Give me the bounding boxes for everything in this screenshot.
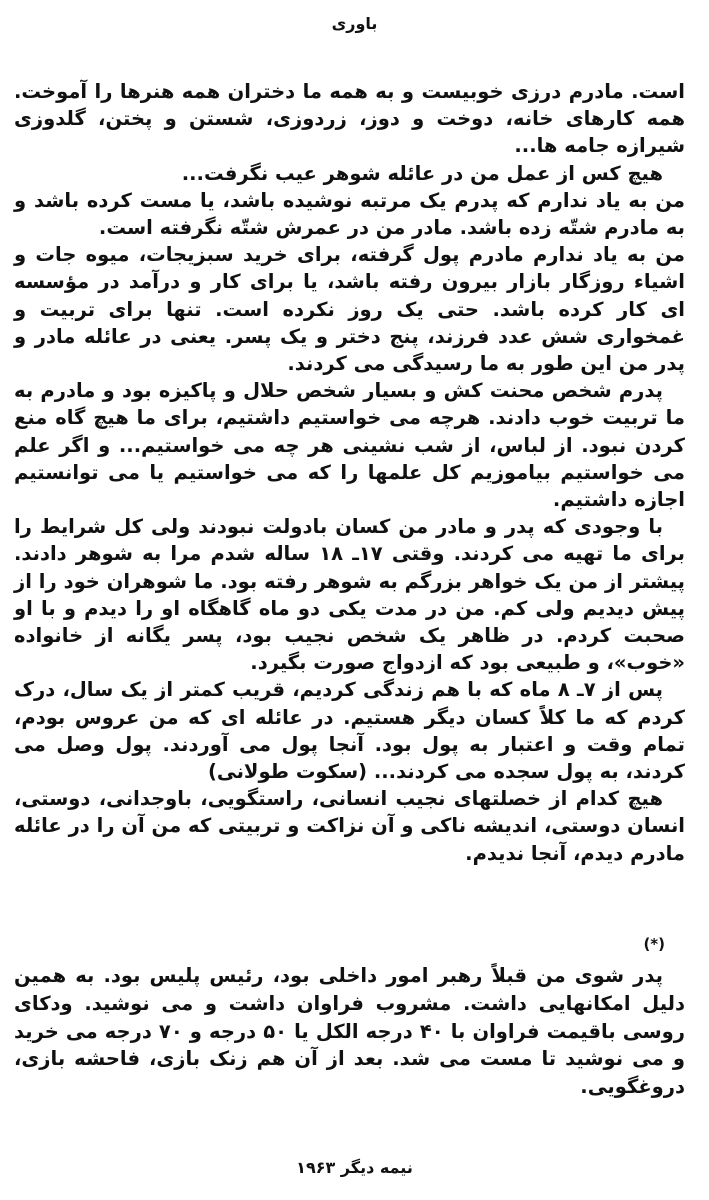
- paragraph: هیچ کدام از خصلتهای نجیب انسانی، راستگویی، باوجدانی، دوستی، انسان دوستی، اندیشه ناکی و آن نزاکت و تربیتی که من آن را در عائله مادرم دیدم، آنجا ندیدم.: [14, 787, 685, 865]
- footnote-marker: (*): [643, 935, 665, 953]
- paragraph: من به یاد ندارم که پدرم یک مرتبه نوشیده باشد، یا مست کرده باشد و به مادرم شتّه زده باشد. مادر من در عمرش شتّه نگرفته است.: [14, 188, 685, 240]
- paragraph: با وجودی که پدر و مادر من کسان بادولت نبودند ولی کل شرایط را برای ما تهیه می کردند. وقتی ۱۷ـ ۱۸ ساله شدم مرا به شوهر دادند. پیشتر از من یک خواهر بزرگم به شوهر رفته بود. ما شوهران خود را از پیش دیدیم ولی کم. من در مدت یکی دو ماه گاهگاه او را دیدم و با او صحبت کردم. در ظاهر یک شخص نجیب بود، پسر یگانه از خانواده «خوب»، و طبیعی بود که ازدواج صورت بگیرد.: [14, 515, 685, 675]
- paragraph: است. مادرم درزی خوبیست و به همه ما دختران همه هنرها را آموخت. همه کارهای خانه، دوخت و دوز، زردوزی، شستن و پختن، گلدوزی شیرازه جامه ها...: [14, 80, 685, 158]
- paragraph: پدرم شخص محنت کش و بسیار شخص حلال و پاکیزه بود و مادرم به ما تربیت خوب دادند. هرچه می خواستیم داشتیم، برای ما هیچ گاه منع کردن نبود. از لباس، از شب نشینی هر چه می خواستیم... و اگر علم می خواستیم بیاموزیم کل علمها را که می خواستیم یا می توانستیم اجازه داشتیم.: [14, 379, 685, 512]
- footnote: [14, 962, 685, 1101]
- body-text: [14, 78, 685, 867]
- running-header: باوری: [331, 14, 378, 33]
- running-footer: نیمه دیگر ۱۹۶۳: [296, 1158, 413, 1177]
- paragraph: پس از ۷ـ ۸ ماه که با هم زندگی کردیم، قریب کمتر از یک سال، درک کردم که ما کلاً کسان دیگر هستیم. در عائله ای که من عروس بودم، تمام وقت و اعتبار به پول بود. آنجا پول می آوردند. پول وصل می کردند، به پول سجده می کردند... (سکوت طولانی): [14, 678, 685, 784]
- paragraph: هیچ کس از عمل من در عائله شوهر عیب نگرفت...: [181, 161, 663, 185]
- paragraph: من به یاد ندارم مادرم پول گرفته، برای خرید سبزیجات، میوه جات و اشیاء روزگار بازار بیرون رفته باشد، یا برای کار و درآمد در مؤسسه ای کار کرده باشد. حتی یک روز نکرده است. تنها برای تربیت و غمخواری شش عدد فرزند، پنج دختر و یک پسر. یعنی در عائله مادر و پدر من این طور به ما رسیدگی می کردند.: [14, 243, 685, 376]
- footnote-text: پدر شوی من قبلاً رهبر امور داخلی بود، رئیس پلیس بود. به همین دلیل امکانهایی داشت. مشروب فراوان داشت و می نوشید. ودکای روسی باقیمت فراوان با ۴۰ درجه الکل یا ۵۰ درجه و ۷۰ درجه می خرید و می نوشید تا مست می شد. بعد از آن هم زنک بازی، فاحشه بازی، دروغگویی.: [14, 964, 685, 1099]
